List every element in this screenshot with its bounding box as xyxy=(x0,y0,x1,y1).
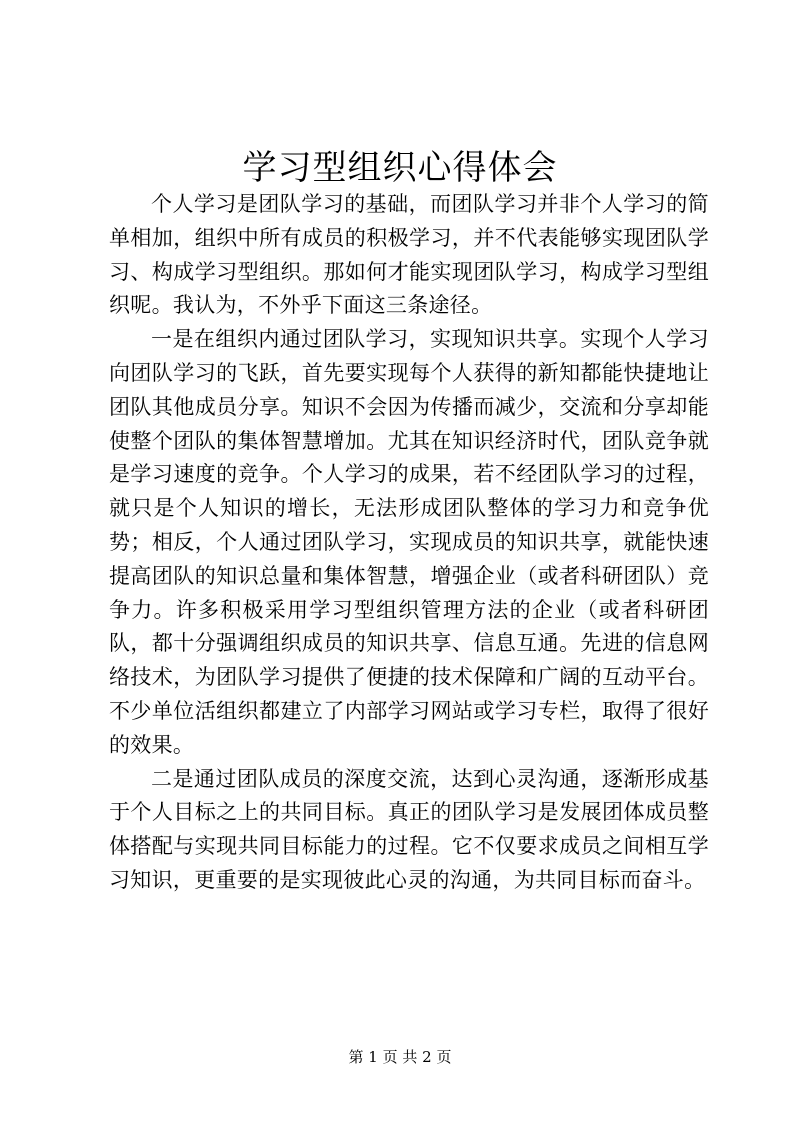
page-number-footer: 第 1 页 共 2 页 xyxy=(348,1048,452,1066)
document-title: 学习型组织心得体会 xyxy=(242,148,558,188)
paragraph-1: 个人学习是团队学习的基础，而团队学习并非个人学习的简单相加，组织中所有成员的积极学习，并不代表能够实现团队学习、构成学习型组织。那如何才能实现团队学习，构成学习型组织呢。我认为，不外乎下面这三条途径。 xyxy=(109,192,709,318)
document-body xyxy=(109,188,709,898)
paragraph-2: 一是在组织内通过团队学习，实现知识共享。实现个人学习向团队学习的飞跃，首先要实现每个人获得的新知都能快捷地让团队其他成员分享。知识不会因为传播而减少，交流和分享却能使整个团队的集体智慧增加。尤其在知识经济时代，团队竞争就是学习速度的竞争。个人学习的成果，若不经团队学习的过程，就只是个人知识的增长，无法形成团队整体的学习力和竞争优势；相反，个人通过团队学习，实现成员的知识共享，就能快速提高团队的知识总量和集体智慧，增强企业（或者科研团队）竞争力。许多积极采用学习型组织管理方法的企业（或者科研团队，都十分强调组织成员的知识共享、信息互通。先进的信息网络技术，为团队学习提供了便捷的技术保障和广阔的互动平台。不少单位活组织都建立了内部学习网站或学习专栏，取得了很好的效果。 xyxy=(109,327,709,757)
paragraph-3: 二是通过团队成员的深度交流，达到心灵沟通，逐渐形成基于个人目标之上的共同目标。真正的团队学习是发展团体成员整体搭配与实现共同目标能力的过程。它不仅要求成员之间相互学习知识，更重要的是实现彼此心灵的沟通，为共同目标而奋斗。 xyxy=(109,766,709,892)
